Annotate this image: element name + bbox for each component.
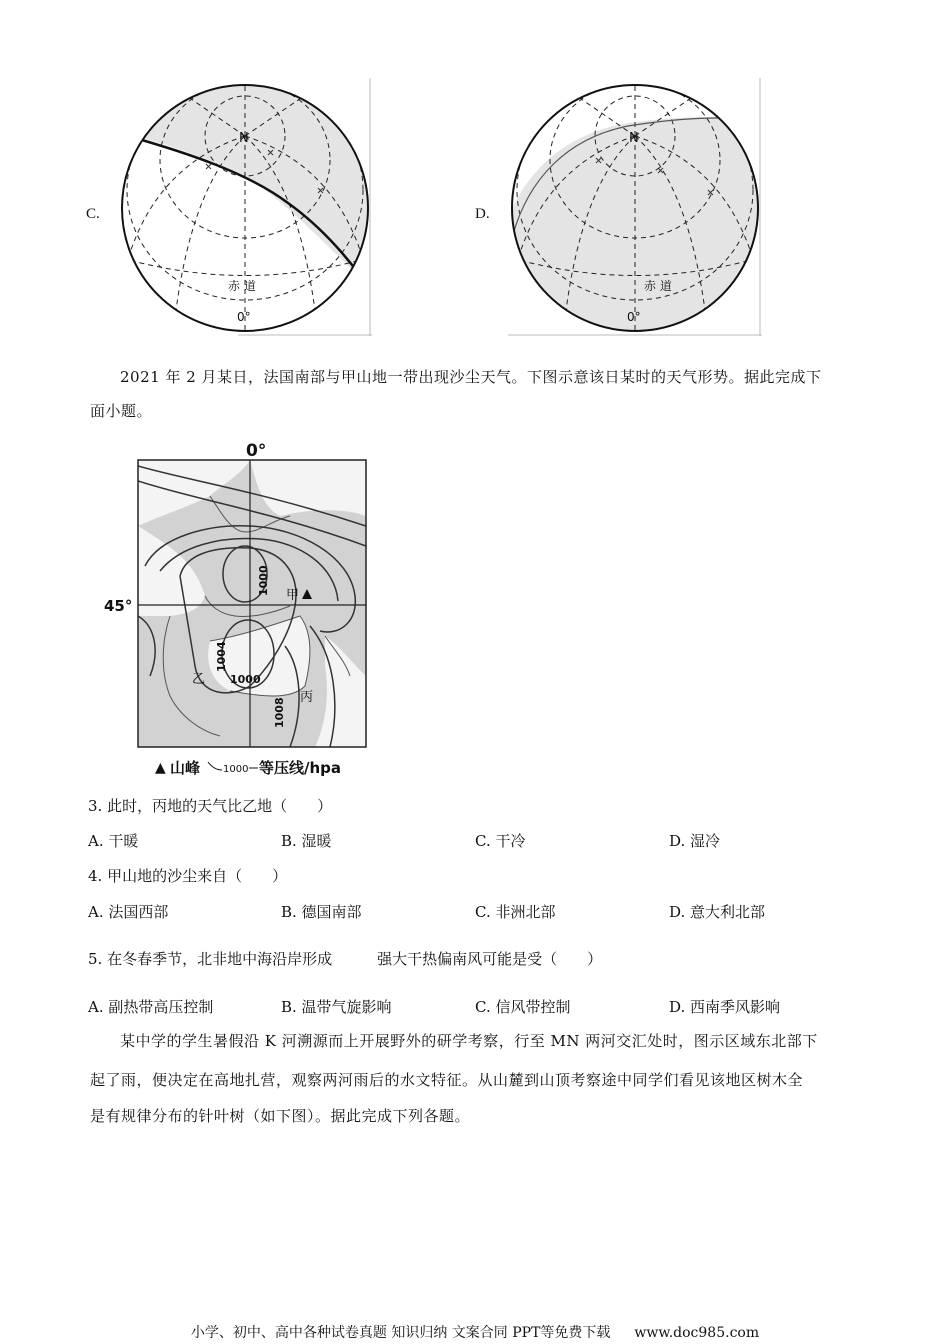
question-5: 5. 在冬春季节，北非地中海沿岸形成 强大干热偏南风可能是受（ ） [88,950,603,968]
option-d-label: D. [475,206,490,222]
footer-site-link[interactable]: www.doc985.com [634,1325,760,1341]
q5-option-c: C. 信风带控制 [475,998,571,1016]
footer-text: 小学、初中、高中各种试卷真题 知识归纳 文案合同 PPT等免费下载 [190,1325,611,1341]
globe-d-north-label: N [629,131,639,146]
legend-isobar-line-icon [208,762,222,770]
globe-d-diagram [508,78,762,336]
weather-map [100,436,380,780]
intro-paragraph-1 [90,360,860,394]
intro-1-line-2: 面小题。 [90,402,153,420]
q4-option-c: C. 非洲北部 [475,903,556,921]
q3-option-c: C. 干冷 [475,832,526,850]
map-place-jia: 甲 [286,588,300,603]
isobar-label-1008: 1008 [273,697,286,728]
legend-isobar-label: 等压线/hpa [259,759,342,777]
globe-c-diagram [118,78,372,336]
map-place-yi: 乙 [192,672,206,687]
question-4: 4. 甲山地的沙尘来自（ ） [88,867,288,885]
isobar-label-1000-south: 1000 [230,673,261,686]
legend-peak-symbol: ▲ [155,760,166,776]
globe-d-meridian-label: 0° [627,310,641,324]
isobar-label-1004: 1004 [215,641,228,672]
map-longitude-label: 0° [246,441,267,461]
legend-isobar-value: 1000 [223,764,249,775]
q4-option-b: B. 德国南部 [281,903,362,921]
intro-1-line-1: 2021 年 2 月某日，法国南部与甲山地一带出现沙尘天气。下图示意该日某时的天气形势。据此完成下 [120,368,822,386]
isobar-label-1000-north: 1000 [257,565,270,596]
globe-c-north-label: N [239,131,249,146]
map-latitude-label: 45° [104,597,133,615]
intro-2-line-1: 某中学的学生暑假沿 K 河溯源而上开展野外的研学考察，行至 MN 两河交汇处时，图示区域东北部下 [120,1032,818,1050]
q5-option-b: B. 温带气旋影响 [281,998,392,1016]
q5-option-d: D. 西南季风影响 [669,998,781,1016]
legend-peak-label: 山峰 [170,759,201,777]
globe-c-meridian-label: 0° [237,310,251,324]
intro-2-line-3: 是有规律分布的针叶树（如下图）。据此完成下列各题。 [90,1107,471,1125]
q4-option-d: D. 意大利北部 [669,903,766,921]
option-c-label: C. [86,206,100,222]
question-3: 3. 此时，丙地的天气比乙地（ ） [88,797,333,815]
page-footer [0,1322,950,1342]
q4-option-a: A. 法国西部 [88,903,169,921]
q3-option-a: A. 干暖 [88,832,139,850]
q3-option-d: D. 湿冷 [669,832,721,850]
map-place-bing: 丙 [300,690,314,705]
intro-2-line-2: 起了雨，便决定在高地扎营，观察两河雨后的水文特征。从山麓到山顶考察途中同学们看见该地区树木全 [90,1071,804,1089]
globe-c-equator-label: 赤 道 [228,279,256,293]
q5-option-a: A. 副热带高压控制 [88,998,214,1016]
q3-option-b: B. 湿暖 [281,832,332,850]
globe-d-equator-label: 赤 道 [644,279,672,293]
